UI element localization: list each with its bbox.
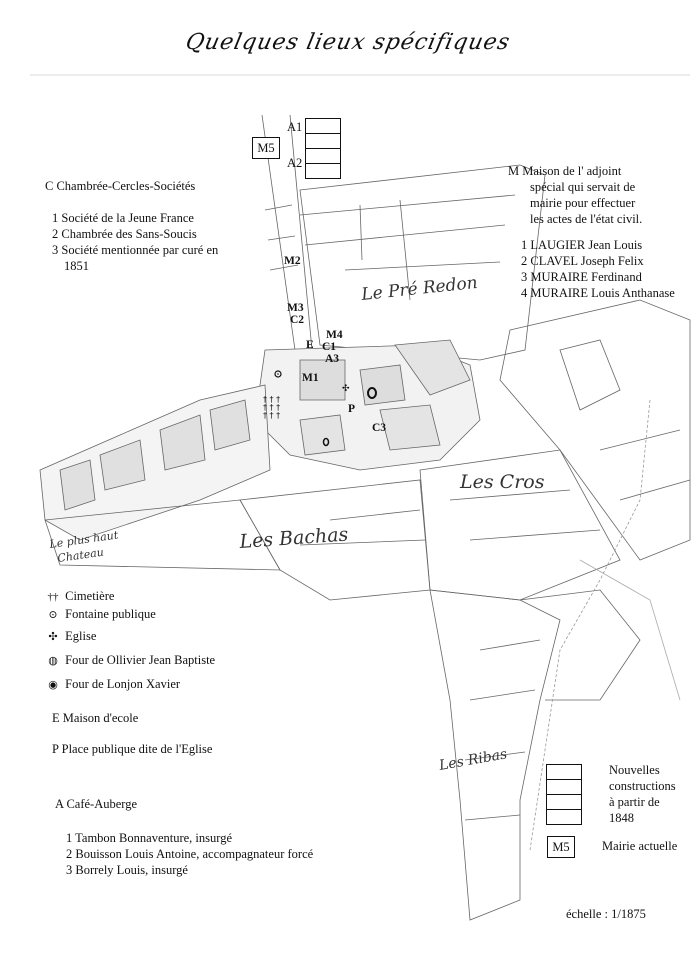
marker-m1: M1 <box>302 372 319 384</box>
legend-c-item: 3 Société mentionnée par curé en <box>52 243 219 257</box>
legend-m-heading <box>508 163 642 227</box>
map-cemetery-icon <box>263 395 280 420</box>
legend-p: P Place publique dite de l'Eglise <box>52 742 213 756</box>
legend-a-item: 3 Borrely Louis, insurgé <box>66 863 188 877</box>
mairie-label: Mairie actuelle <box>602 839 678 853</box>
symbol-row <box>44 628 215 652</box>
symbol-row <box>44 676 215 696</box>
map-title: Quelques lieux spécifiques <box>183 30 513 55</box>
place-chateau: Chateau <box>56 545 105 565</box>
place-pre-redon: Le Pré Redon <box>360 272 479 305</box>
symbol-row <box>44 652 215 676</box>
cemetery-icon: †† <box>47 591 59 603</box>
new-constructions-line: Nouvelles <box>609 763 660 777</box>
legend-a-item: 2 Bouisson Louis Antoine, accompagnateur forcé <box>66 847 314 861</box>
oven-lonjon-icon: ◉ <box>48 679 58 691</box>
svg-text:† † †: † † † <box>263 403 281 412</box>
legend-c-item: 2 Chambrée des Sans-Soucis <box>52 227 197 241</box>
marker-p: P <box>348 403 356 415</box>
place-les-bachas: Les Bachas <box>238 523 349 553</box>
legend-m-list <box>521 237 675 301</box>
legend-m-item: 4 MURAIRE Louis Anthanase <box>521 286 675 300</box>
marker-m2: M2 <box>284 255 301 267</box>
symbol-label: Four de Lonjon Xavier <box>65 677 181 691</box>
legend-m-heading-line: spécial qui servait de <box>530 180 636 194</box>
legend-m-item: 1 LAUGIER Jean Louis <box>521 238 643 252</box>
symbol-label: Cimetière <box>65 589 115 603</box>
legend-c-heading: C Chambrée-Cercles-Sociétés <box>45 179 196 193</box>
symbol-row <box>44 606 215 628</box>
new-constructions-line: 1848 <box>609 811 634 825</box>
new-constructions-label <box>609 762 676 826</box>
marker-m4: M4 <box>326 329 343 341</box>
legend-c-list <box>52 210 218 274</box>
marker-c2: C2 <box>290 314 305 326</box>
place-les-ribas: Les Ribas <box>437 746 509 774</box>
legend-e: E Maison d'ecole <box>52 711 139 725</box>
legend-m-item: 2 CLAVEL Joseph Felix <box>521 254 644 268</box>
legend-a-list <box>66 830 313 878</box>
place-le-plus-haut: Le plus haut <box>48 528 119 551</box>
symbol-row <box>44 588 215 606</box>
symbol-legend <box>44 588 215 696</box>
legend-a-heading: A Café-Auberge <box>55 797 138 811</box>
svg-text:✣: ✣ <box>342 384 350 394</box>
marker-m3: M3 <box>287 302 304 314</box>
legend-c-item: 1851 <box>64 259 89 273</box>
marker-m5-box: M5 <box>252 137 280 159</box>
new-constructions-swatch <box>546 764 582 825</box>
symbol-label: Four de Ollivier Jean Baptiste <box>65 653 216 667</box>
legend-m-heading-line: M Maison de l' adjoint <box>508 164 622 178</box>
legend-a-item: 1 Tambon Bonnaventure, insurgé <box>66 831 232 845</box>
mairie-box: M5 <box>547 836 575 858</box>
legend-m-item: 3 MURAIRE Ferdinand <box>521 270 642 284</box>
new-building-stack-top <box>305 118 341 179</box>
oven-ollivier-icon: ◍ <box>48 655 58 667</box>
new-constructions-line: constructions <box>609 779 676 793</box>
marker-e: E <box>306 339 314 351</box>
marker-c1: C1 <box>322 341 337 353</box>
map-scale: échelle : 1/1875 <box>566 907 646 921</box>
marker-c3: C3 <box>372 422 387 434</box>
legend-m-heading-line: les actes de l'état civil. <box>530 212 643 226</box>
symbol-label: Fontaine publique <box>65 607 156 621</box>
svg-text:† † †: † † † <box>263 411 281 420</box>
place-les-cros: Les Cros <box>460 471 545 493</box>
church-icon: ✣ <box>48 631 58 643</box>
marker-a1: A1 <box>287 120 303 134</box>
symbol-label: Eglise <box>65 629 97 643</box>
marker-a2: A2 <box>287 156 303 170</box>
legend-m-heading-line: mairie pour effectuer <box>530 196 636 210</box>
new-constructions-line: à partir de <box>609 795 660 809</box>
legend-c-item: 1 Société de la Jeune France <box>52 211 194 225</box>
fountain-icon: ⊙ <box>48 609 58 621</box>
map-church-icon <box>342 384 350 394</box>
marker-a3: A3 <box>325 353 340 365</box>
svg-text:† † †: † † † <box>263 395 281 404</box>
